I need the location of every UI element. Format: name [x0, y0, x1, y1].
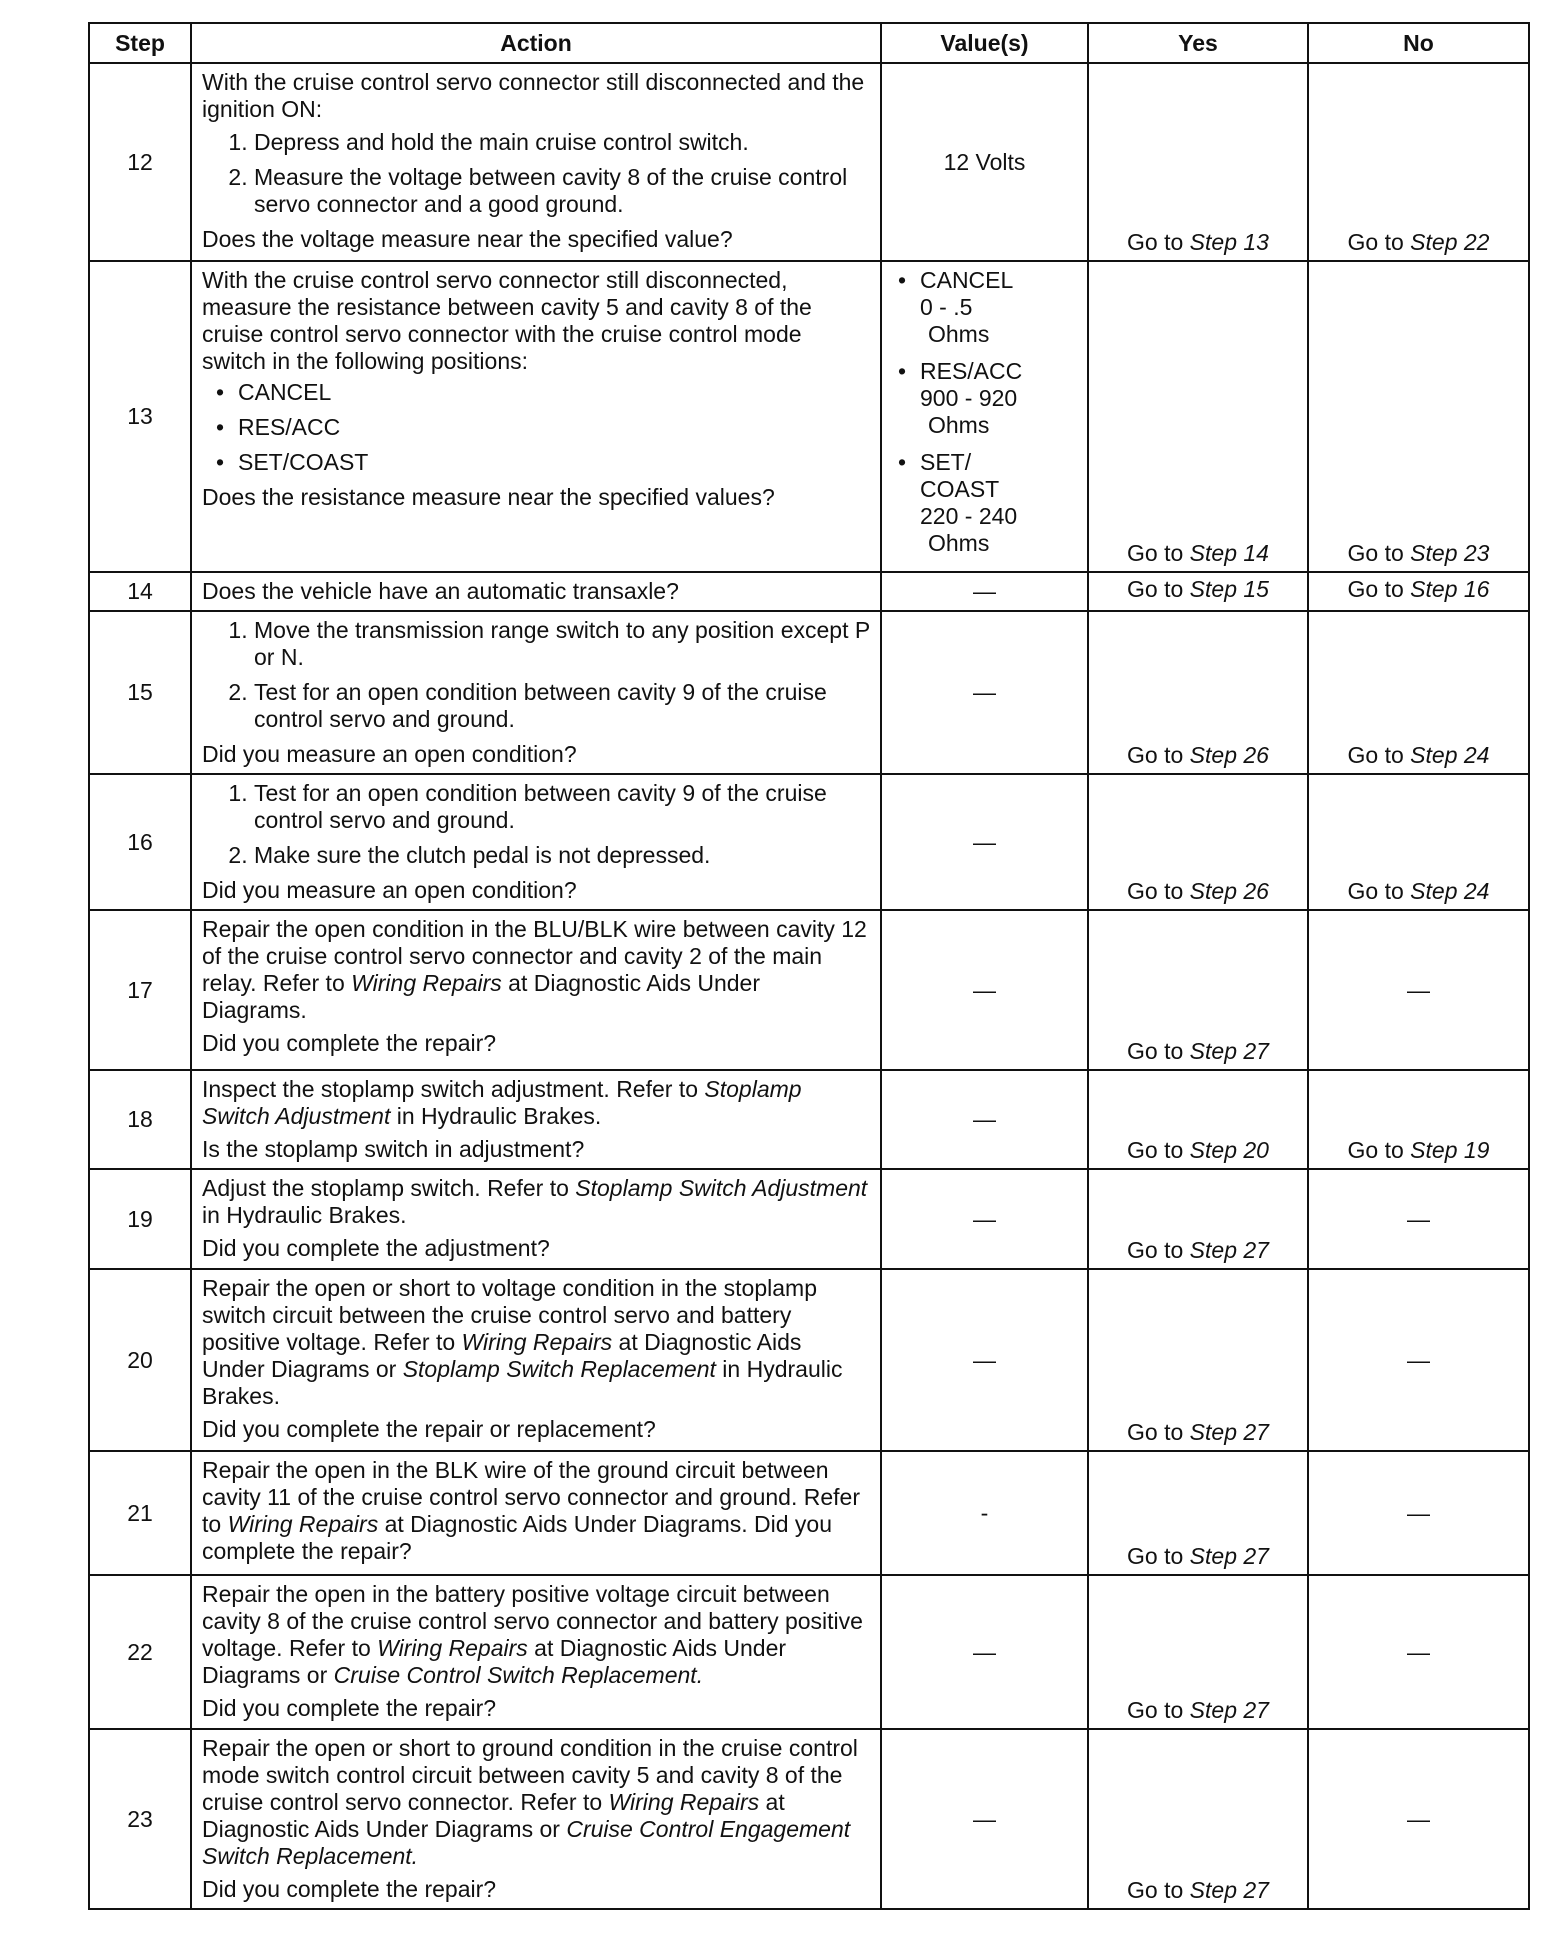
- value-range: 220 - 240: [920, 503, 1018, 529]
- no-cell: [1308, 63, 1529, 261]
- header-action: Action: [191, 23, 881, 63]
- go-to-label: Go to: [1127, 576, 1190, 602]
- value-cell: [881, 261, 1088, 572]
- position-list: [202, 379, 870, 476]
- table-row: [89, 572, 1529, 611]
- action-text-part: Repair the open in the BLK wire of the ground circuit between cavity 11 of the cruise control servo connector and ground. Refer to: [202, 1457, 860, 1537]
- position-item: • SET/COAST: [238, 449, 870, 476]
- action-cell: [191, 1451, 881, 1575]
- yes-cell: [1088, 1169, 1308, 1269]
- action-text: [202, 1275, 870, 1410]
- value-range: 0 - .5: [920, 294, 973, 320]
- action-question: Did you measure an open condition?: [202, 877, 577, 903]
- reference-link[interactable]: Stoplamp Switch Replacement: [402, 1356, 716, 1382]
- action-text-part: at Diagnostic Aids Under Diagrams or: [202, 1635, 787, 1688]
- action-text-part: Inspect the stoplamp switch adjustment. Refer to: [202, 1076, 705, 1102]
- step-number: 17: [89, 910, 191, 1070]
- yes-step-link[interactable]: Step 27: [1189, 1038, 1269, 1064]
- action-step-item: 2. Measure the voltage between cavity 8 of the cruise control servo connector and a good ground.: [254, 164, 870, 218]
- yes-step-link[interactable]: Step 26: [1189, 742, 1269, 768]
- table-row: [89, 1070, 1529, 1169]
- action-text-part: at Diagnostic Aids Under Diagrams. Did you complete the repair?: [202, 1511, 833, 1564]
- action-cell: [191, 63, 881, 261]
- action-cell: [191, 910, 881, 1070]
- action-question: Did you complete the repair?: [202, 1030, 497, 1056]
- reference-link[interactable]: Wiring Repairs: [377, 1635, 528, 1661]
- value-cell: —: [881, 1070, 1088, 1169]
- action-cell: [191, 1169, 881, 1269]
- table-row: [89, 910, 1529, 1070]
- action-cell: [191, 1269, 881, 1451]
- action-question: Did you complete the repair?: [202, 1876, 497, 1902]
- go-to-label: Go to: [1127, 1038, 1190, 1064]
- yes-step-link[interactable]: Step 20: [1189, 1137, 1269, 1163]
- yes-step-link[interactable]: Step 26: [1189, 878, 1269, 904]
- yes-cell: [1088, 1269, 1308, 1451]
- step-number: 21: [89, 1451, 191, 1575]
- no-step-link[interactable]: Step 16: [1410, 576, 1490, 602]
- reference-link[interactable]: Cruise Control Engagement Switch Replacement.: [202, 1816, 851, 1869]
- no-cell: —: [1308, 1729, 1529, 1909]
- go-to-label: Go to: [1127, 878, 1190, 904]
- action-intro: With the cruise control servo connector still disconnected, measure the resistance between cavity 5 and cavity 8 of the cruise control servo connector with the cruise control mode switch in the following positions:: [202, 267, 812, 374]
- action-text: [202, 1175, 870, 1229]
- action-text: [202, 1581, 870, 1689]
- action-cell: [191, 261, 881, 572]
- value-cell: —: [881, 1575, 1088, 1729]
- table-row: [89, 63, 1529, 261]
- value-cell: —: [881, 774, 1088, 910]
- action-step-item: 1. Move the transmission range switch to any position except P or N.: [254, 617, 870, 671]
- action-text: [202, 1735, 870, 1870]
- yes-step-link[interactable]: Step 27: [1189, 1877, 1269, 1903]
- action-cell: [191, 572, 881, 611]
- yes-cell: [1088, 611, 1308, 774]
- go-to-label: Go to: [1127, 1697, 1190, 1723]
- reference-link[interactable]: Wiring Repairs: [461, 1329, 613, 1355]
- action-cell: [191, 611, 881, 774]
- action-text-part: Repair the open in the battery positive voltage circuit between cavity 8 of the cruise control servo connector and battery positive voltage. Refer to: [202, 1581, 863, 1661]
- no-cell: [1308, 261, 1529, 572]
- value-label: • SET/ COAST: [920, 449, 1000, 502]
- go-to-label: Go to: [1347, 540, 1411, 566]
- action-text-part: in Hydraulic Brakes.: [202, 1356, 843, 1409]
- table-row: [89, 1729, 1529, 1909]
- action-text-part: at Diagnostic Aids Under Diagrams or: [202, 1329, 802, 1382]
- action-text: [202, 916, 870, 1024]
- reference-link[interactable]: Wiring Repairs: [227, 1511, 379, 1537]
- yes-cell: [1088, 1729, 1308, 1909]
- go-to-label: Go to: [1347, 1137, 1411, 1163]
- yes-step-link[interactable]: Step 27: [1189, 1419, 1269, 1445]
- yes-cell: [1088, 572, 1308, 611]
- no-cell: —: [1308, 1575, 1529, 1729]
- value-cell: —: [881, 1269, 1088, 1451]
- header-no: No: [1308, 23, 1529, 63]
- yes-cell: [1088, 63, 1308, 261]
- step-number: 23: [89, 1729, 191, 1909]
- yes-step-link[interactable]: Step 13: [1189, 229, 1269, 255]
- no-step-link[interactable]: Step 19: [1410, 1137, 1490, 1163]
- value-range: 900 - 920: [920, 385, 1018, 411]
- value-cell: —: [881, 572, 1088, 611]
- reference-link[interactable]: Wiring Repairs: [608, 1789, 760, 1815]
- no-cell: —: [1308, 1269, 1529, 1451]
- action-steps: [202, 780, 870, 869]
- action-intro: With the cruise control servo connector still disconnected and the ignition ON:: [202, 69, 865, 122]
- reference-link[interactable]: Stoplamp Switch Adjustment: [575, 1175, 868, 1201]
- action-step-item: 1. Depress and hold the main cruise control switch.: [254, 129, 870, 156]
- step-number: 16: [89, 774, 191, 910]
- no-cell: [1308, 611, 1529, 774]
- yes-step-link[interactable]: Step 27: [1189, 1237, 1269, 1263]
- header-step: Step: [89, 23, 191, 63]
- no-cell: —: [1308, 1169, 1529, 1269]
- table-row: [89, 774, 1529, 910]
- no-cell: [1308, 1070, 1529, 1169]
- yes-step-link[interactable]: Step 27: [1189, 1543, 1269, 1569]
- go-to-label: Go to: [1127, 229, 1190, 255]
- step-number: 14: [89, 572, 191, 611]
- no-step-link[interactable]: Step 24: [1410, 878, 1490, 904]
- value-item: [920, 449, 1075, 557]
- no-cell: [1308, 774, 1529, 910]
- no-step-link[interactable]: Step 22: [1410, 229, 1490, 255]
- no-step-link[interactable]: Step 24: [1410, 742, 1490, 768]
- action-text-part: at Diagnostic Aids Under Diagrams or: [202, 1789, 785, 1842]
- action-question: Did you complete the repair?: [202, 1695, 497, 1721]
- action-step-item: 2. Make sure the clutch pedal is not depressed.: [254, 842, 870, 869]
- value-cell: -: [881, 1451, 1088, 1575]
- action-question: Is the stoplamp switch in adjustment?: [202, 1136, 585, 1162]
- go-to-label: Go to: [1347, 742, 1411, 768]
- action-cell: [191, 1729, 881, 1909]
- yes-cell: [1088, 1575, 1308, 1729]
- action-step-item: 1. Test for an open condition between cavity 9 of the cruise control servo and ground.: [254, 780, 870, 834]
- table-row: [89, 611, 1529, 774]
- action-text-part: Adjust the stoplamp switch. Refer to: [202, 1175, 576, 1201]
- yes-cell: [1088, 261, 1308, 572]
- action-steps: [202, 617, 870, 733]
- action-cell: [191, 1070, 881, 1169]
- yes-cell: [1088, 910, 1308, 1070]
- value-unit: Ohms: [928, 321, 990, 347]
- value-unit: Ohms: [928, 412, 990, 438]
- action-question: Does the resistance measure near the specified values?: [202, 484, 775, 510]
- go-to-label: Go to: [1127, 540, 1190, 566]
- value-item: [920, 267, 1075, 348]
- value-cell: 12 Volts: [881, 63, 1088, 261]
- action-text: [202, 1457, 870, 1565]
- step-number: 13: [89, 261, 191, 572]
- action-cell: [191, 774, 881, 910]
- yes-cell: [1088, 1070, 1308, 1169]
- action-text-part: in Hydraulic Brakes.: [202, 1202, 407, 1228]
- table-row: [89, 261, 1529, 572]
- diagnostic-table: [88, 22, 1530, 1910]
- step-number: 19: [89, 1169, 191, 1269]
- value-label: • RES/ACC: [920, 358, 1023, 384]
- position-item: • CANCEL: [238, 379, 870, 406]
- step-number: 15: [89, 611, 191, 774]
- action-text-part: at Diagnostic Aids Under Diagrams.: [202, 970, 761, 1023]
- action-question: Does the vehicle have an automatic transaxle?: [202, 578, 679, 604]
- action-text-part: Repair the open condition in the BLU/BLK wire between cavity 12 of the cruise control servo connector and cavity 2 of the main relay. Refer to: [202, 916, 867, 996]
- go-to-label: Go to: [1127, 1237, 1190, 1263]
- table-row: [89, 1269, 1529, 1451]
- action-question: Did you measure an open condition?: [202, 741, 577, 767]
- action-text-part: in Hydraulic Brakes.: [390, 1103, 602, 1129]
- table-row: [89, 1575, 1529, 1729]
- no-cell: —: [1308, 910, 1529, 1070]
- value-cell: —: [881, 1169, 1088, 1269]
- go-to-label: Go to: [1347, 878, 1411, 904]
- action-cell: [191, 1575, 881, 1729]
- value-item: [920, 358, 1075, 439]
- step-number: 12: [89, 63, 191, 261]
- no-cell: —: [1308, 1451, 1529, 1575]
- go-to-label: Go to: [1347, 576, 1411, 602]
- header-yes: Yes: [1088, 23, 1308, 63]
- action-step-item: 2. Test for an open condition between cavity 9 of the cruise control servo and ground.: [254, 679, 870, 733]
- no-cell: [1308, 572, 1529, 611]
- action-question: Does the voltage measure near the specified value?: [202, 226, 733, 252]
- step-number: 22: [89, 1575, 191, 1729]
- yes-cell: [1088, 774, 1308, 910]
- value-list: [920, 267, 1075, 557]
- header-row: [89, 23, 1529, 63]
- value-cell: —: [881, 910, 1088, 1070]
- yes-step-link[interactable]: Step 27: [1189, 1697, 1269, 1723]
- action-question: Did you complete the repair or replacement?: [202, 1416, 656, 1442]
- header-values: Value(s): [881, 23, 1088, 63]
- reference-link[interactable]: Stoplamp Switch Adjustment: [202, 1076, 802, 1129]
- action-text-part: Repair the open or short to voltage condition in the stoplamp switch circuit between the cruise control servo and battery positive voltage. Refer to: [202, 1275, 817, 1355]
- go-to-label: Go to: [1127, 1137, 1190, 1163]
- go-to-label: Go to: [1127, 1419, 1190, 1445]
- action-steps: [202, 129, 870, 218]
- step-number: 20: [89, 1269, 191, 1451]
- reference-link[interactable]: Wiring Repairs: [351, 970, 502, 996]
- table-row: [89, 1169, 1529, 1269]
- action-text: [202, 1076, 870, 1130]
- no-step-link[interactable]: Step 23: [1410, 540, 1490, 566]
- value-cell: —: [881, 611, 1088, 774]
- position-item: • RES/ACC: [238, 414, 870, 441]
- action-text-part: Repair the open or short to ground condition in the cruise control mode switch control circuit between cavity 5 and cavity 8 of the cruise control servo connector. Refer to: [202, 1735, 858, 1815]
- yes-step-link[interactable]: Step 15: [1189, 576, 1269, 602]
- go-to-label: Go to: [1127, 1543, 1190, 1569]
- reference-link[interactable]: Cruise Control Switch Replacement.: [333, 1662, 704, 1688]
- go-to-label: Go to: [1127, 1877, 1190, 1903]
- yes-step-link[interactable]: Step 14: [1189, 540, 1269, 566]
- value-unit: Ohms: [928, 530, 990, 556]
- action-question: Did you complete the adjustment?: [202, 1235, 550, 1261]
- table-row: [89, 1451, 1529, 1575]
- yes-cell: [1088, 1451, 1308, 1575]
- value-cell: —: [881, 1729, 1088, 1909]
- value-label: • CANCEL: [920, 267, 1014, 293]
- step-number: 18: [89, 1070, 191, 1169]
- go-to-label: Go to: [1127, 742, 1190, 768]
- go-to-label: Go to: [1347, 229, 1411, 255]
